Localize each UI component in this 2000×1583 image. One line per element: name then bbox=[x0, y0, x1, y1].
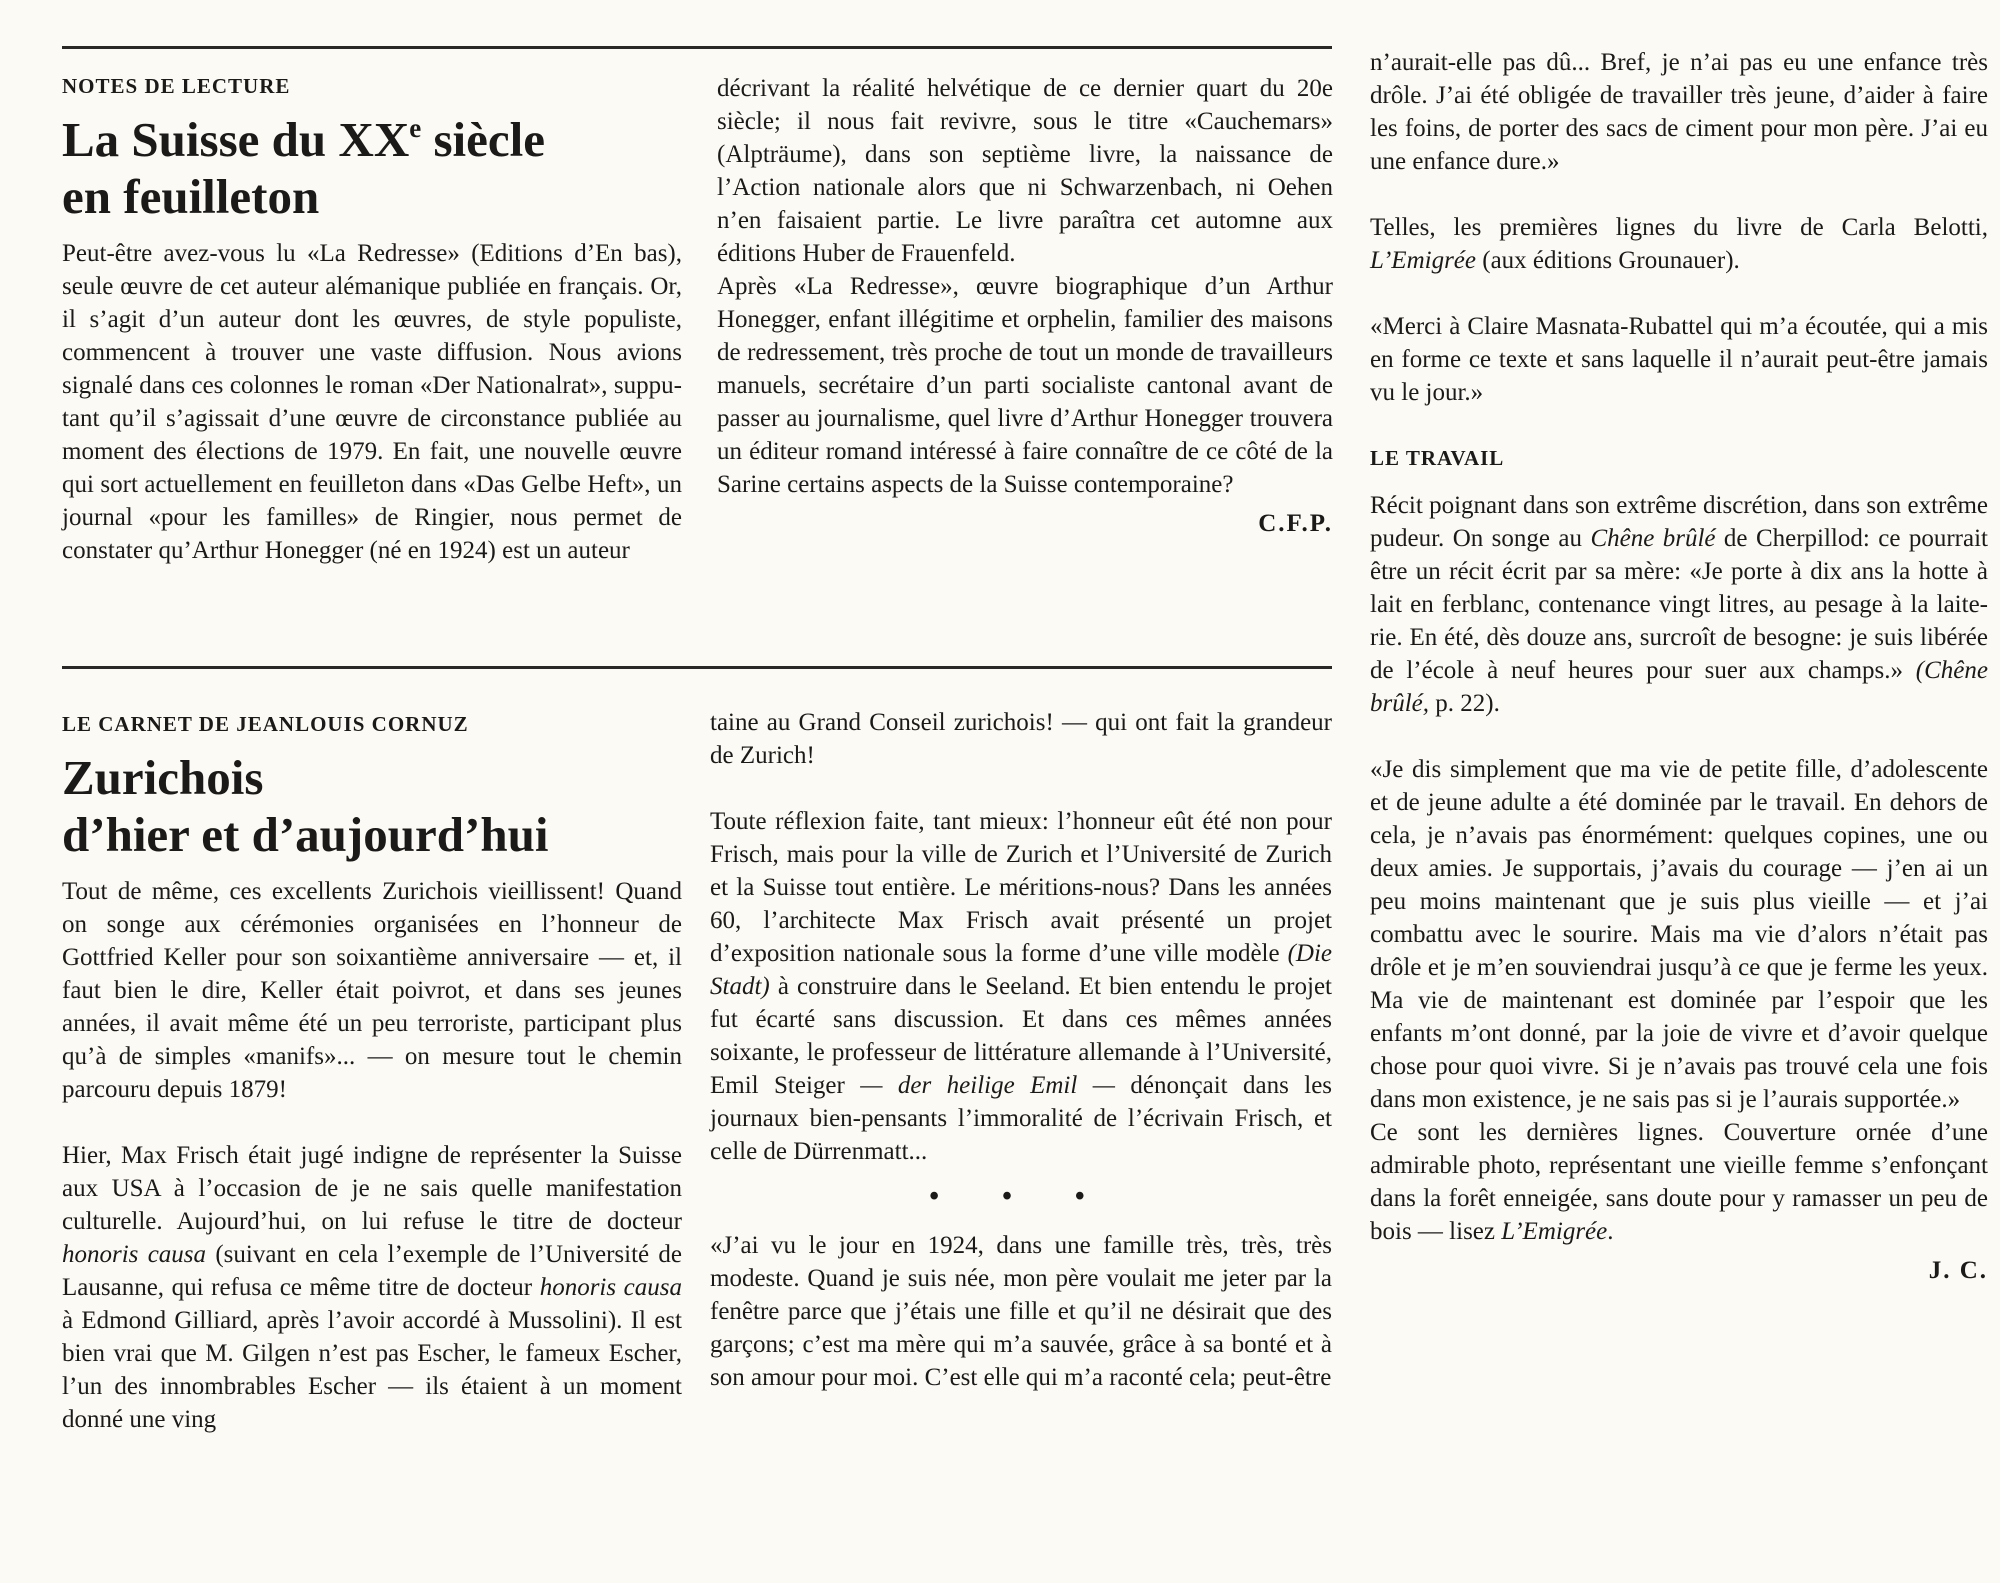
article1-kicker: NOTES DE LECTURE bbox=[62, 74, 291, 98]
article1-signature: C.F.P. bbox=[1258, 510, 1333, 537]
article2-col1-paragraph-2: Hier, Max Frisch était jugé indigne de représenter la Suisse aux USA à l’occasion de je ne sais quelle manifestation culturelle. Aujourd’hui, on lui refuse le titre de docteur honoris causa (suivant en cela l’exemple de l’Université de Lausanne, qui refusa ce même titre de docteur honoris causa à Edmond Gilliard, après l’avoir accordé à Mussolini). Il est bien vrai que M. Gilgen n’est pas Escher, le fameux Escher, l’un des innombrables Escher — ils étaient à un moment donné une ving bbox=[62, 1142, 682, 1433]
article2-col3-paragraph-3: «Merci à Claire Masnata-Rubattel qui m’a écoutée, qui a mis en forme ce texte et sans laquelle il n’aurait peut-être jamais vu le jour.» bbox=[1370, 313, 1988, 406]
article2-col3-paragraph-5: «Je dis simplement que ma vie de petite fille, d’adolescente et de jeune adulte a été dominée par le travail. En dehors de cela, je n’avais pas énormément: quelques copines, une ou deux amies. Je supportais, j’avais du courage — j’en ai un peu moins maintenant que je suis plus vieille — et j’ai combattu avec le sourire. Mais ma vie d’alors n’était pas drôle et je m’en souviendrai jusqu’à ce que je ferme les yeux. Ma vie de maintenant est dominée par l’espoir que les enfants m’ont donné, par la joie de vivre et d’avoir quelque chose pour quoi vivre. Si je n’avais pas trouvé cela une fois dans mon existence, je ne sais pas si je l’aurais supportée.» bbox=[1370, 756, 1988, 1113]
article2-col3-paragraph-6: Ce sont les dernières lignes. Couverture ornée d’une admirable photo, représentant une vieille femme s’enfonçant dans la forêt enneigée, sans doute pour y ramasser un peu de bois — lisez L’Emigrée. bbox=[1370, 1119, 1988, 1245]
article1-title-line2: en feuilleton bbox=[62, 169, 320, 224]
article1-title bbox=[62, 111, 682, 225]
article2-column-3 bbox=[1370, 46, 1988, 1287]
article2-col3-paragraph-1: n’aurait-elle pas dû... Bref, je n’ai pas eu une enfance très drôle. J’ai été obligée de travailler très jeune, d’aider à faire les foins, de porter des sacs de ciment pour mon père. J’ai eu une enfance dure.» bbox=[1370, 49, 1988, 175]
article2-col1-paragraph-1: Tout de même, ces excellents Zurichois vieillissent! Quand on songe aux cérémonies organisées en l’honneur de Gottfried Keller pour son soixantième anniversaire — et, il faut bien le dire, Keller était poivrot, et dans ses jeunes années, il avait même été un peu terroriste, participant plus qu’à de simples «manifs»... — on mesure tout le chemin parcouru depuis 1879! bbox=[62, 878, 682, 1103]
article1-column-2 bbox=[717, 72, 1333, 540]
article2-kicker: LE CARNET DE JEANLOUIS CORNUZ bbox=[62, 712, 469, 736]
article2-col2-paragraph-2: Toute réflexion faite, tant mieux: l’honneur eût été non pour Frisch, mais pour la ville de Zurich et l’Université de Zurich et la Suisse tout entière. Le méritions-nous? Dans les années 60, l’architecte Max Frisch avait présenté un projet d’exposition nationale sous la forme d’une ville modèle (Die Stadt) à construire dans le Seeland. Et bien entendu le projet fut écarté sans discussion. Et dans ces mêmes années soixante, le professeur de littérature allemande à l’Université, Emil Steiger — der heilige Emil — dénonçait dans les journaux bien-pensants l’immoralité de l’écrivain Frisch, et celle de Dürrenmatt... bbox=[710, 808, 1333, 1165]
article2-title-line2: d’hier et d’aujourd’hui bbox=[62, 807, 549, 862]
article2-title bbox=[62, 749, 682, 863]
section-separator: • • • bbox=[929, 1181, 1113, 1212]
subhead-le-travail: LE TRAVAIL bbox=[1370, 446, 1505, 470]
article2-col3-paragraph-2: Telles, les premières lignes du livre de Carla Belotti, L’Emigrée (aux éditions Grounauer). bbox=[1370, 214, 1988, 274]
article1-col2-paragraph-2: Après «La Redresse», œuvre biographique d’un Arthur Honegger, enfant illégitime et orphelin, familier des maisons de redressement, très proche de tout un monde de travailleurs manuels, secrétaire d’un parti socialiste cantonal avant de passer au journalisme, quel livre d’Arthur Honegger trouvera un éditeur romand intéressé à faire connaître de ce côté de la Sarine certains aspects de la Suisse contemporaine? bbox=[717, 273, 1333, 498]
article1-title-part1: La Suisse du XX bbox=[62, 112, 410, 167]
article2-col2-paragraph-3: «J’ai vu le jour en 1924, dans une famille très, très, très modeste. Quand je suis née, mon père voulait me jeter par la fenêtre parce que j’étais une fille et qu’il ne désirait que des garçons; c’est ma mère qui m’a sauvée, grâce à sa bonté et à son amour pour moi. C’est elle qui m’a raconté cela; peut-être bbox=[710, 1232, 1332, 1391]
article2-title-line1: Zurichois bbox=[62, 750, 264, 805]
top-rule bbox=[62, 46, 1332, 49]
article2-col2-paragraph-1: taine au Grand Conseil zurichois! — qui ont fait la grandeur de Zurich! bbox=[710, 709, 1332, 769]
article2-signature: J. C. bbox=[1928, 1257, 1988, 1284]
article2-column-2 bbox=[710, 706, 1332, 1394]
article2-col3-paragraph-4: Récit poignant dans son extrême discrétion, dans son extrême pudeur. On songe au Chêne brûlé de Cherpillod: ce pourrait être un récit écrit par sa mère: «Je porte à dix ans la hotte à lait en ferblanc, contenance vingt litres, au pesage à la laiterie. En été, dès douze ans, surcroît de besogne: je suis libérée de l’école à neuf heures pour suer aux champs.» (Chêne brûlé, p. 22). bbox=[1370, 492, 1988, 717]
middle-rule bbox=[62, 666, 1332, 669]
article1-col1-paragraph: Peut-être avez-vous lu «La Redresse» (Editions d’En bas), seule œuvre de cet auteur alémanique publiée en français. Or, il s’agit d’un auteur dont les œuvres, de style populiste, commencent à trouver une vaste diffusion. Nous avions signalé dans ces colonnes le roman «Der Nationalrat», supputant qu’il s’agissait d’une œuvre de circonstance publiée au moment des élections de 1979. En fait, une nouvelle œuvre qui sort actuellement en feuilleton dans «Das Gelbe Heft», un journal «pour les familles» de Ringier, nous permet de constater qu’Arthur Honegger (né en 1924) est un auteur bbox=[62, 240, 682, 564]
article1-title-part2: siècle bbox=[421, 112, 545, 167]
article1-col2-paragraph-1: décrivant la réalité helvétique de ce dernier quart du 20e siècle; il nous fait revivre, sous le titre «Cauchemars» (Alpträume), dans son septième livre, la naissance de l’Action nationale alors que ni Schwarzenbach, ni Oehen n’en faisaient partie. Le livre paraîtra cet automne aux éditions Huber de Frauenfeld. bbox=[717, 75, 1333, 267]
article1-title-sup: e bbox=[409, 113, 422, 143]
article2-column-1 bbox=[62, 710, 682, 1436]
article1-column-1 bbox=[62, 72, 682, 567]
